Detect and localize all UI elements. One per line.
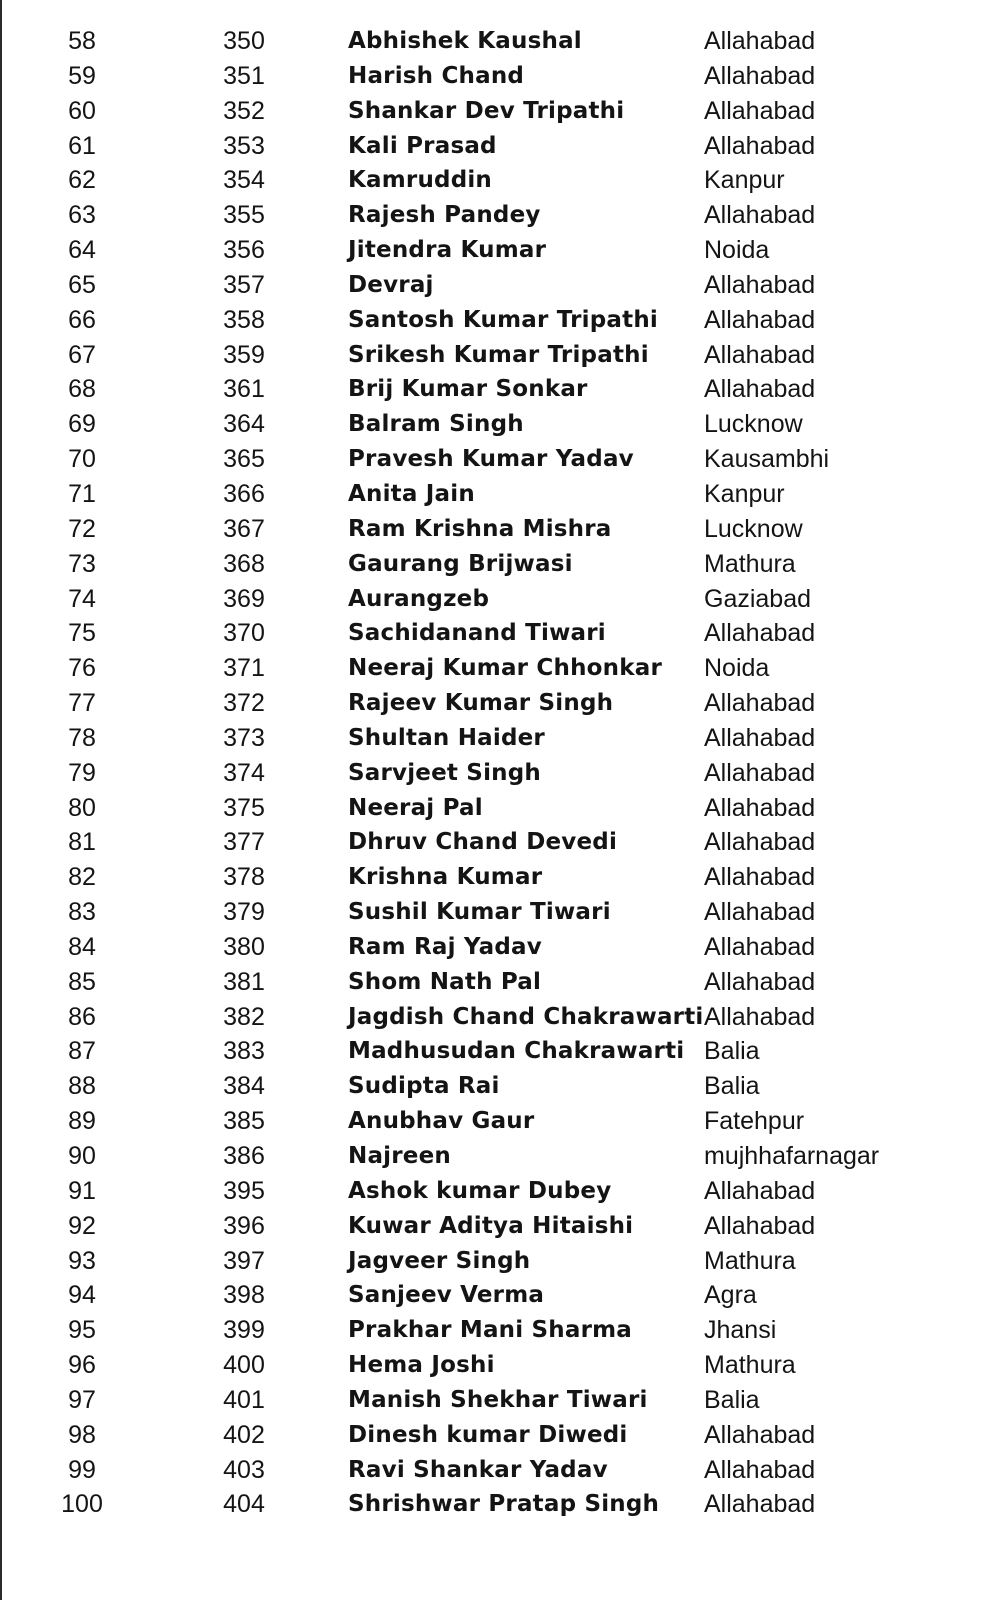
name-cell: Rajeev Kumar Singh <box>348 690 614 717</box>
city-cell: Allahabad <box>704 758 816 787</box>
roll-number-cell: 370 <box>223 619 265 648</box>
roll-number-cell: 386 <box>223 1142 265 1170</box>
city-cell: Allahabad <box>704 131 816 160</box>
roll-number-cell: 350 <box>223 27 265 55</box>
serial-number-cell: 61 <box>68 131 96 160</box>
city-cell: Allahabad <box>704 375 816 404</box>
name-cell: Ram Raj Yadav <box>348 933 542 960</box>
roll-number-cell: 382 <box>223 1002 265 1031</box>
city-cell: Allahabad <box>704 793 816 822</box>
serial-number-cell: 76 <box>68 654 96 683</box>
city-cell: Allahabad <box>704 305 816 334</box>
name-cell: Ram Krishna Mishra <box>348 515 612 542</box>
name-cell: Kali Prasad <box>348 132 497 159</box>
city-cell: Agra <box>704 1281 757 1310</box>
city-cell: Allahabad <box>704 270 816 299</box>
name-cell: Brij Kumar Sonkar <box>348 376 588 403</box>
table-row <box>2 477 993 512</box>
roll-number-cell: 378 <box>223 863 265 892</box>
city-cell: Allahabad <box>704 619 816 648</box>
table-row <box>2 1383 993 1418</box>
serial-number-cell: 70 <box>68 445 96 474</box>
city-cell: Noida <box>704 654 770 683</box>
serial-number-cell: 80 <box>68 793 96 822</box>
name-cell: Neeraj Pal <box>348 794 483 821</box>
city-cell: Allahabad <box>704 1176 816 1205</box>
name-cell: Anubhav Gaur <box>348 1108 535 1135</box>
city-cell: Allahabad <box>704 967 816 996</box>
city-cell: Allahabad <box>704 1455 816 1484</box>
table-row <box>2 791 993 826</box>
city-cell: Allahabad <box>704 61 816 90</box>
table-row <box>2 651 993 686</box>
city-cell: Kanpur <box>704 479 785 508</box>
roll-number-cell: 364 <box>223 410 265 439</box>
table-row <box>2 1487 993 1522</box>
serial-number-cell: 59 <box>68 61 96 90</box>
city-cell: Mathura <box>704 1246 796 1275</box>
table-row <box>2 1348 993 1383</box>
roll-number-cell: 385 <box>223 1107 265 1136</box>
roll-number-cell: 380 <box>223 932 265 961</box>
city-cell: Allahabad <box>704 96 816 125</box>
name-cell: Ashok kumar Dubey <box>348 1177 612 1204</box>
name-list-table <box>2 24 993 1522</box>
roll-number-cell: 365 <box>223 445 265 474</box>
name-cell: Dhruv Chand Devedi <box>348 829 618 856</box>
table-row <box>2 1000 993 1035</box>
name-cell: Kuwar Aditya Hitaishi <box>348 1212 634 1239</box>
serial-number-cell: 95 <box>68 1316 96 1345</box>
serial-number-cell: 88 <box>68 1072 96 1101</box>
serial-number-cell: 79 <box>68 758 96 787</box>
roll-number-cell: 373 <box>223 723 265 752</box>
city-cell: Allahabad <box>704 828 816 857</box>
name-cell: Neeraj Kumar Chhonkar <box>348 655 662 682</box>
table-row <box>2 895 993 930</box>
serial-number-cell: 85 <box>68 967 96 996</box>
roll-number-cell: 366 <box>223 479 265 508</box>
name-cell: Kamruddin <box>348 167 493 194</box>
serial-number-cell: 98 <box>68 1420 96 1449</box>
city-cell: Balia <box>704 1037 760 1066</box>
table-row <box>2 268 993 303</box>
name-cell: Aurangzeb <box>348 585 490 612</box>
table-row <box>2 965 993 1000</box>
name-cell: Sudipta Rai <box>348 1073 500 1100</box>
name-cell: Harish Chand <box>348 62 525 89</box>
roll-number-cell: 356 <box>223 236 265 265</box>
serial-number-cell: 99 <box>68 1455 96 1484</box>
serial-number-cell: 58 <box>68 27 96 55</box>
table-row <box>2 1104 993 1139</box>
roll-number-cell: 398 <box>223 1281 265 1310</box>
name-cell: Najreen <box>348 1143 451 1169</box>
roll-number-cell: 403 <box>223 1455 265 1484</box>
table-row <box>2 930 993 965</box>
table-row <box>2 1139 993 1174</box>
serial-number-cell: 72 <box>68 514 96 543</box>
name-cell: Sushil Kumar Tiwari <box>348 899 611 926</box>
serial-number-cell: 68 <box>68 375 96 404</box>
table-row <box>2 407 993 442</box>
roll-number-cell: 397 <box>223 1246 265 1275</box>
city-cell: Gaziabad <box>704 584 812 613</box>
city-cell: Allahabad <box>704 340 816 369</box>
city-cell: Allahabad <box>704 1490 816 1519</box>
roll-number-cell: 361 <box>223 375 265 404</box>
roll-number-cell: 402 <box>223 1420 265 1449</box>
name-cell: Dinesh kumar Diwedi <box>348 1421 628 1448</box>
table-row <box>2 338 993 373</box>
table-row <box>2 24 993 59</box>
table-row <box>2 163 993 198</box>
roll-number-cell: 352 <box>223 96 265 125</box>
serial-number-cell: 66 <box>68 305 96 334</box>
serial-number-cell: 62 <box>68 166 96 195</box>
serial-number-cell: 73 <box>68 549 96 578</box>
serial-number-cell: 78 <box>68 723 96 752</box>
table-row <box>2 1244 993 1279</box>
serial-number-cell: 67 <box>68 340 96 369</box>
roll-number-cell: 377 <box>223 828 265 857</box>
serial-number-cell: 82 <box>68 863 96 892</box>
roll-number-cell: 351 <box>223 61 265 90</box>
roll-number-cell: 354 <box>223 166 265 195</box>
table-row <box>2 1069 993 1104</box>
table-row <box>2 59 993 94</box>
table-row <box>2 94 993 129</box>
name-cell: Devraj <box>348 271 434 298</box>
roll-number-cell: 371 <box>223 654 265 683</box>
table-row <box>2 616 993 651</box>
roll-number-cell: 355 <box>223 201 265 230</box>
roll-number-cell: 395 <box>223 1176 265 1205</box>
serial-number-cell: 86 <box>68 1002 96 1031</box>
city-cell: Allahabad <box>704 201 816 230</box>
city-cell: Lucknow <box>704 514 803 543</box>
serial-number-cell: 81 <box>68 828 96 857</box>
name-cell: Prakhar Mani Sharma <box>348 1317 633 1344</box>
serial-number-cell: 77 <box>68 689 96 718</box>
serial-number-cell: 60 <box>68 96 96 125</box>
roll-number-cell: 372 <box>223 689 265 718</box>
table-row <box>2 303 993 338</box>
city-cell: Allahabad <box>704 932 816 961</box>
city-cell: Kausambhi <box>704 445 830 474</box>
serial-number-cell: 64 <box>68 236 96 265</box>
city-cell: Jhansi <box>704 1316 777 1345</box>
roll-number-cell: 400 <box>223 1351 265 1380</box>
city-cell: mujhhafarnagar <box>704 1142 880 1170</box>
roll-number-cell: 381 <box>223 967 265 996</box>
city-cell: Balia <box>704 1072 760 1101</box>
roll-number-cell: 367 <box>223 514 265 543</box>
name-cell: Balram Singh <box>348 411 524 438</box>
city-cell: Allahabad <box>704 1211 816 1240</box>
serial-number-cell: 71 <box>68 479 96 508</box>
city-cell: Balia <box>704 1385 760 1414</box>
serial-number-cell: 87 <box>68 1037 96 1066</box>
roll-number-cell: 359 <box>223 340 265 369</box>
roll-number-cell: 368 <box>223 549 265 578</box>
table-row <box>2 825 993 860</box>
city-cell: Allahabad <box>704 27 816 55</box>
city-cell: Mathura <box>704 1351 796 1380</box>
serial-number-cell: 92 <box>68 1211 96 1240</box>
name-cell: Anita Jain <box>348 480 475 507</box>
name-cell: Sachidanand Tiwari <box>348 620 606 647</box>
serial-number-cell: 84 <box>68 932 96 961</box>
table-row <box>2 547 993 582</box>
table-row <box>2 582 993 617</box>
name-cell: Gaurang Brijwasi <box>348 550 573 577</box>
table-row <box>2 1278 993 1313</box>
table-row <box>2 1209 993 1244</box>
name-cell: Jagveer Singh <box>348 1247 531 1274</box>
serial-number-cell: 69 <box>68 410 96 439</box>
table-row <box>2 756 993 791</box>
name-cell: Shom Nath Pal <box>348 968 542 995</box>
name-cell: Srikesh Kumar Tripathi <box>348 341 649 368</box>
city-cell: Noida <box>704 236 770 265</box>
serial-number-cell: 93 <box>68 1246 96 1275</box>
serial-number-cell: 75 <box>68 619 96 648</box>
table-row <box>2 721 993 756</box>
table-row <box>2 860 993 895</box>
roll-number-cell: 375 <box>223 793 265 822</box>
name-cell: Shankar Dev Tripathi <box>348 97 625 124</box>
roll-number-cell: 358 <box>223 305 265 334</box>
serial-number-cell: 74 <box>68 584 96 613</box>
name-cell: Jagdish Chand Chakrawarti <box>348 1003 704 1030</box>
name-cell: Shultan Haider <box>348 724 545 751</box>
roll-number-cell: 396 <box>223 1211 265 1240</box>
roll-number-cell: 383 <box>223 1037 265 1066</box>
roll-number-cell: 353 <box>223 131 265 160</box>
name-cell: Sanjeev Verma <box>348 1282 545 1309</box>
city-cell: Allahabad <box>704 863 816 892</box>
roll-number-cell: 374 <box>223 758 265 787</box>
city-cell: Allahabad <box>704 898 816 927</box>
serial-number-cell: 90 <box>68 1142 96 1170</box>
serial-number-cell: 91 <box>68 1176 96 1205</box>
serial-number-cell: 100 <box>61 1490 103 1519</box>
name-cell: Krishna Kumar <box>348 864 543 891</box>
roll-number-cell: 384 <box>223 1072 265 1101</box>
table-row <box>2 233 993 268</box>
name-cell: Manish Shekhar Tiwari <box>348 1386 648 1413</box>
serial-number-cell: 96 <box>68 1351 96 1380</box>
serial-number-cell: 83 <box>68 898 96 927</box>
name-cell: Shrishwar Pratap Singh <box>348 1491 660 1518</box>
roll-number-cell: 399 <box>223 1316 265 1345</box>
table-row <box>2 686 993 721</box>
name-cell: Rajesh Pandey <box>348 202 541 229</box>
serial-number-cell: 65 <box>68 270 96 299</box>
city-cell: Lucknow <box>704 410 803 439</box>
name-cell: Abhishek Kaushal <box>348 28 582 54</box>
name-cell: Sarvjeet Singh <box>348 759 541 786</box>
name-cell: Ravi Shankar Yadav <box>348 1456 608 1483</box>
table-row <box>2 1418 993 1453</box>
name-cell: Jitendra Kumar <box>348 237 547 264</box>
city-cell: Allahabad <box>704 1420 816 1449</box>
roll-number-cell: 369 <box>223 584 265 613</box>
table-row <box>2 1174 993 1209</box>
city-cell: Allahabad <box>704 723 816 752</box>
serial-number-cell: 94 <box>68 1281 96 1310</box>
roll-number-cell: 404 <box>223 1490 265 1519</box>
serial-number-cell: 89 <box>68 1107 96 1136</box>
serial-number-cell: 63 <box>68 201 96 230</box>
table-row <box>2 129 993 164</box>
city-cell: Allahabad <box>704 1002 816 1031</box>
name-cell: Madhusudan Chakrawarti <box>348 1038 685 1065</box>
roll-number-cell: 357 <box>223 270 265 299</box>
city-cell: Allahabad <box>704 689 816 718</box>
table-row <box>2 198 993 233</box>
table-row <box>2 372 993 407</box>
city-cell: Fatehpur <box>704 1107 805 1136</box>
roll-number-cell: 401 <box>223 1385 265 1414</box>
city-cell: Kanpur <box>704 166 785 195</box>
table-row <box>2 512 993 547</box>
table-row <box>2 1453 993 1488</box>
name-cell: Pravesh Kumar Yadav <box>348 446 634 473</box>
name-cell: Santosh Kumar Tripathi <box>348 306 658 333</box>
table-row <box>2 1313 993 1348</box>
serial-number-cell: 97 <box>68 1385 96 1414</box>
name-cell: Hema Joshi <box>348 1352 495 1379</box>
table-row <box>2 1034 993 1069</box>
roll-number-cell: 379 <box>223 898 265 927</box>
city-cell: Mathura <box>704 549 796 578</box>
table-row <box>2 442 993 477</box>
